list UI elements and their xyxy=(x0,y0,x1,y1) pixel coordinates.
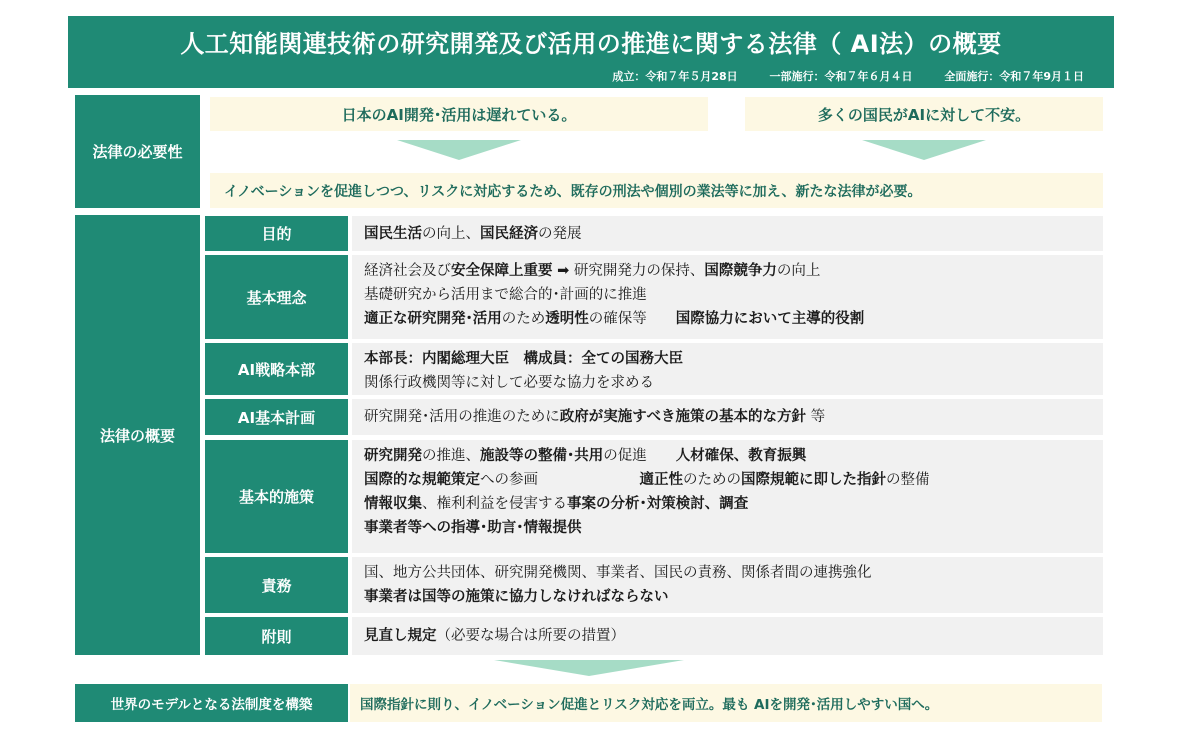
emphasis-text: 事業者等への指導･助言･情報提供 xyxy=(364,520,582,536)
body-text: 、権利利益を侵害する xyxy=(422,496,567,512)
body-text: の向上 xyxy=(776,263,821,279)
overview-label: 法律の概要 xyxy=(75,215,200,655)
overview-row-label: 基本的施策 xyxy=(205,440,348,553)
page-title: 人工知能関連技術の研究開発及び活用の推進に関する法律（ AI法）の概要 xyxy=(180,30,1002,58)
emphasis-text: 政府が実施すべき施策の基本的な方針 xyxy=(559,409,806,425)
body-text: の向上、 xyxy=(422,225,480,242)
content-line xyxy=(364,468,1103,492)
emphasis-text: 国際的な規範策定 xyxy=(364,472,480,488)
overview-row-label: 目的 xyxy=(205,216,348,251)
necessity-point-left: 日本のAI開発･活用は遅れている。 xyxy=(210,97,708,131)
content-line xyxy=(364,516,1103,540)
date-enacted: 成立：令和７年５月28日 xyxy=(612,70,738,83)
emphasis-text: 国際規範に即した指針 xyxy=(741,472,886,488)
emphasis-text: 情報収集 xyxy=(364,496,422,512)
emphasis-text: 国際競争力 xyxy=(704,263,777,279)
body-text: ➡ 研究開発力の保持、 xyxy=(552,263,705,279)
emphasis-text: 国際協力において主導的役割 xyxy=(675,311,865,327)
content-line xyxy=(364,371,1103,395)
overview-row-content xyxy=(352,617,1103,655)
content-line xyxy=(364,585,1103,609)
overview-row-content xyxy=(352,557,1103,613)
body-text: の発展 xyxy=(538,225,582,242)
overview-row-label: 附則 xyxy=(205,617,348,655)
overview-row-label: 責務 xyxy=(205,557,348,613)
bottom-message: 国際指針に則り、イノベーション促進とリスク対応を両立。最も AIを開発･活用しやすい国へ。 xyxy=(350,684,1102,722)
overview-row-content xyxy=(352,399,1103,435)
body-text: のため xyxy=(501,311,546,327)
emphasis-text: 透明性 xyxy=(545,311,589,327)
enactment-dates xyxy=(584,68,1084,84)
content-line xyxy=(364,624,625,648)
overview-row-content xyxy=(352,440,1103,553)
body-text: 経済社会及び xyxy=(364,263,451,279)
body-text: 研究開発･活用の推進のために xyxy=(364,409,560,425)
content-line xyxy=(364,444,1103,468)
title-banner xyxy=(68,16,1114,88)
emphasis-text: 適正な研究開発･活用 xyxy=(364,311,502,327)
emphasis-text: 国民生活 xyxy=(364,225,422,242)
content-line xyxy=(364,259,1103,283)
content-line xyxy=(364,492,1103,516)
emphasis-text: 事案の分析･対策検討、調査 xyxy=(567,496,749,512)
body-text: の確保等 xyxy=(588,311,676,327)
down-arrow-right xyxy=(862,140,986,160)
emphasis-text: 見直し規定 xyxy=(364,628,437,644)
body-text: のための xyxy=(683,472,741,488)
body-text: への参画 xyxy=(480,472,640,488)
overview-row-content xyxy=(352,255,1103,339)
emphasis-text: 人材確保、教育振興 xyxy=(675,448,807,464)
necessity-label: 法律の必要性 xyxy=(75,95,200,208)
content-line xyxy=(364,307,1103,331)
emphasis-text: 本部長：内閣総理大臣 構成員：全ての国務大臣 xyxy=(364,351,683,367)
content-line xyxy=(364,561,1103,585)
body-text: 等 xyxy=(805,409,826,425)
necessity-conclusion: イノベーションを促進しつつ、リスクに対応するため、既存の刑法や個別の業法等に加え、新たな法律が必要。 xyxy=(210,173,1103,208)
overview-row-content xyxy=(352,343,1103,395)
content-line xyxy=(364,222,582,246)
date-full-enforcement: 全面施行：令和７年9月１日 xyxy=(944,70,1084,83)
emphasis-text: 安全保障上重要 xyxy=(451,263,553,279)
date-partial-enforcement: 一部施行：令和７年６月４日 xyxy=(769,70,913,83)
body-text: の整備 xyxy=(886,472,930,488)
emphasis-text: 事業者は国等の施策に協力しなければならない xyxy=(364,589,669,605)
bottom-label: 世界のモデルとなる法制度を構築 xyxy=(75,684,348,722)
body-text: の推進、 xyxy=(422,448,480,464)
necessity-point-right: 多くの国民がAIに対して不安。 xyxy=(745,97,1103,131)
body-text: の促進 xyxy=(603,448,676,464)
content-line xyxy=(364,283,1103,307)
body-text: 関係行政機関等に対して必要な協力を求める xyxy=(364,375,654,391)
emphasis-text: 施設等の整備･共用 xyxy=(480,448,604,464)
emphasis-text: 国民経済 xyxy=(480,225,538,242)
overview-row-label: 基本理念 xyxy=(205,255,348,339)
body-text: 国、地方公共団体、研究開発機関、事業者、国民の責務、関係者間の連携強化 xyxy=(364,565,872,581)
overview-row-label: AI戦略本部 xyxy=(205,343,348,395)
body-text: （必要な場合は所要の措置） xyxy=(436,628,625,644)
body-text: 基礎研究から活用まで総合的･計画的に推進 xyxy=(364,287,647,303)
down-arrow-bottom xyxy=(494,660,684,676)
emphasis-text: 適正性 xyxy=(639,472,683,488)
content-line xyxy=(364,347,1103,371)
emphasis-text: 研究開発 xyxy=(364,448,422,464)
overview-row-content xyxy=(352,216,1103,251)
down-arrow-left xyxy=(397,140,521,160)
overview-row-label: AI基本計画 xyxy=(205,399,348,435)
content-line xyxy=(364,405,825,429)
